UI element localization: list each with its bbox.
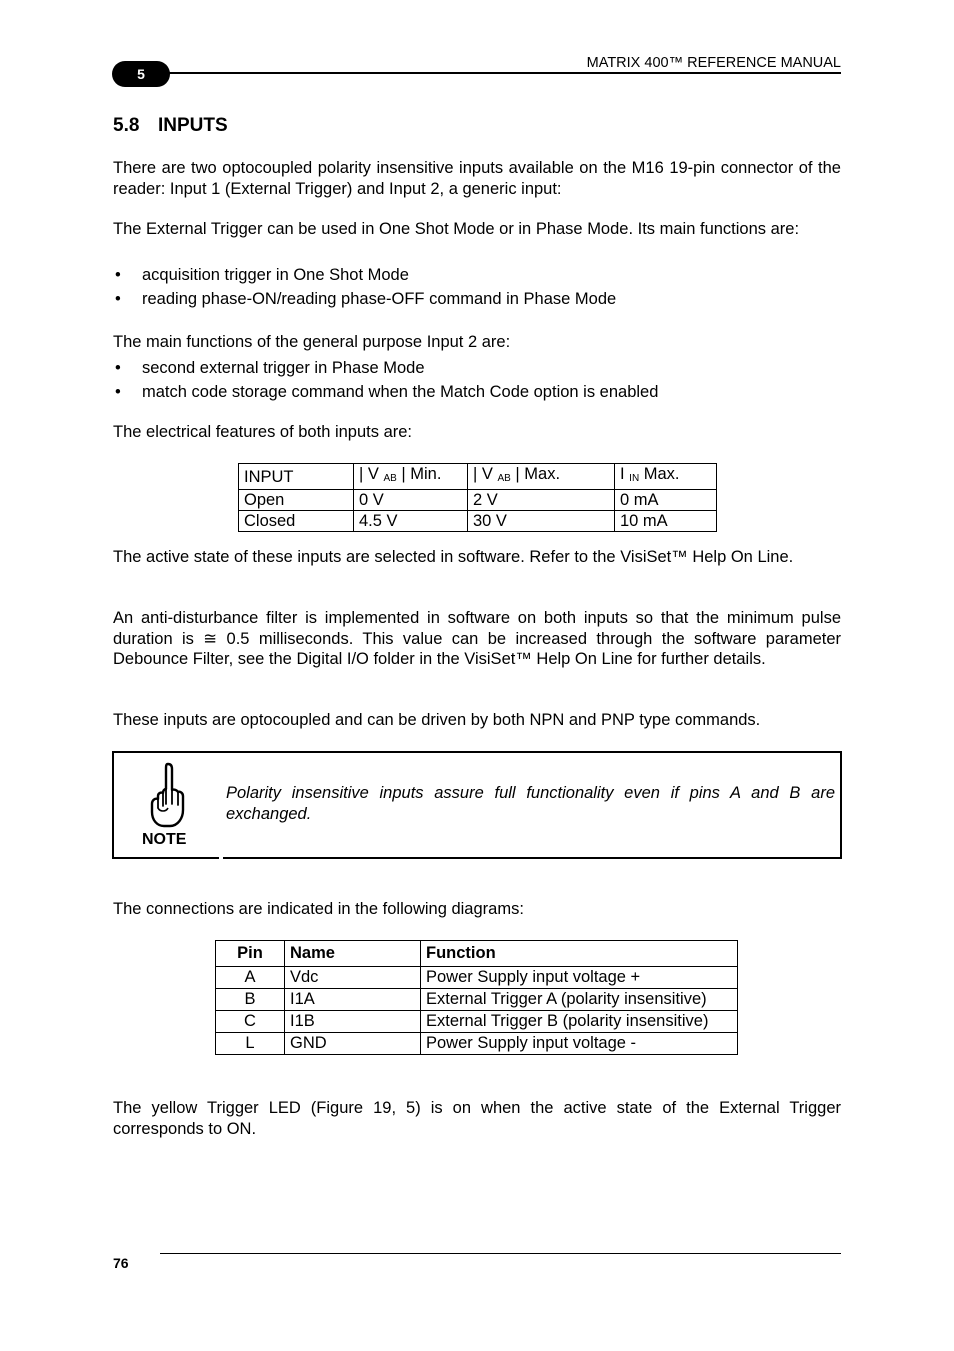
table-cell: L: [216, 1033, 285, 1055]
header-rule: [160, 72, 841, 74]
npn-pnp-paragraph: These inputs are optocoupled and can be driven by both NPN and PNP type commands.: [113, 711, 761, 729]
table-cell: I1A: [285, 989, 421, 1011]
table-cell: 0 mA: [615, 490, 717, 511]
table-cell: 4.5 V: [354, 511, 468, 532]
table-cell: Vdc: [285, 967, 421, 989]
table-cell: 0 V: [354, 490, 468, 511]
table-cell: 30 V: [468, 511, 615, 532]
electrical-features-table: [238, 463, 717, 532]
trigger-led-paragraph: The yellow Trigger LED (Figure 19, 5) is on when the active state of the External Trigger corresponds to ON.: [113, 1099, 841, 1138]
table-row: [239, 511, 717, 532]
section-heading: [113, 115, 228, 137]
manual-title: MATRIX 400™ REFERENCE MANUAL: [586, 55, 841, 71]
table-cell: Closed: [239, 511, 354, 532]
list-item: • acquisition trigger in One Shot Mode: [113, 265, 841, 289]
ext-trigger-functions-list: [113, 265, 841, 313]
note-label: NOTE: [142, 831, 187, 848]
table-header-row: [239, 464, 717, 490]
list-item: • second external trigger in Phase Mode: [113, 358, 841, 382]
table-header-cell: I $_{IN}$ Max.: [615, 464, 717, 490]
table-header-cell: Name: [285, 941, 421, 967]
chapter-badge: 5: [112, 61, 170, 87]
list-item: • match code storage command when the Match Code option is enabled: [113, 382, 841, 406]
table-cell: Power Supply input voltage +: [421, 967, 738, 989]
table-row: [216, 1011, 738, 1033]
page-number: 76: [113, 1255, 129, 1271]
table-cell: External Trigger B (polarity insensitive): [421, 1011, 738, 1033]
pin-connection-table: [215, 940, 738, 1055]
section-number: 5.8: [113, 115, 140, 136]
table-cell: Power Supply input voltage -: [421, 1033, 738, 1055]
table-cell: Open: [239, 490, 354, 511]
filter-paragraph: An anti-disturbance filter is implemented in software on both inputs so that the minimum pulse duration is ≅ 0.5 milliseconds. This value can be increased through the software parameter Debounce Filter, see the Digital I/O folder in the VisiSet™ Help On Line for further details.: [113, 609, 841, 668]
active-state-paragraph: The active state of these inputs are selected in software. Refer to the VisiSet™ Help On Line.: [113, 548, 794, 566]
table-header-cell: Pin: [216, 941, 285, 967]
electrical-paragraph: The electrical features of both inputs are:: [113, 423, 412, 441]
section-title: INPUTS: [158, 115, 228, 136]
table-cell: 2 V: [468, 490, 615, 511]
table-header-row: [216, 941, 738, 967]
table-row: [216, 989, 738, 1011]
table-cell: GND: [285, 1033, 421, 1055]
table-row: [216, 967, 738, 989]
table-cell: I1B: [285, 1011, 421, 1033]
table-cell: C: [216, 1011, 285, 1033]
intro-paragraph: There are two optocoupled polarity insensitive inputs available on the M16 19-pin connector of the reader: Input 1 (External Trigger) and Input 2, a generic input:: [113, 159, 841, 198]
table-cell: 10 mA: [615, 511, 717, 532]
footer-rule: [160, 1253, 841, 1254]
list-item: • reading phase-ON/reading phase-OFF command in Phase Mode: [113, 289, 841, 313]
table-cell: External Trigger A (polarity insensitive): [421, 989, 738, 1011]
table-row: [239, 490, 717, 511]
table-cell: B: [216, 989, 285, 1011]
note-text: Polarity insensitive inputs assure full functionality even if pins A and B are exchanged.: [226, 784, 835, 823]
table-header-cell: | V $_{AB}$ | Max.: [468, 464, 615, 490]
pointing-hand-icon: [146, 760, 188, 830]
table-cell: A: [216, 967, 285, 989]
table-header-cell: INPUT: [239, 464, 354, 490]
table-row: [216, 1033, 738, 1055]
table-header-cell: | V $_{AB}$ | Min.: [354, 464, 468, 490]
input2-paragraph: The main functions of the general purpose Input 2 are:: [113, 333, 511, 351]
connections-paragraph: The connections are indicated in the following diagrams:: [113, 900, 524, 918]
input2-functions-list: [113, 358, 841, 406]
ext-trigger-paragraph: The External Trigger can be used in One Shot Mode or in Phase Mode. Its main functions are:: [113, 220, 800, 238]
table-header-cell: Function: [421, 941, 738, 967]
